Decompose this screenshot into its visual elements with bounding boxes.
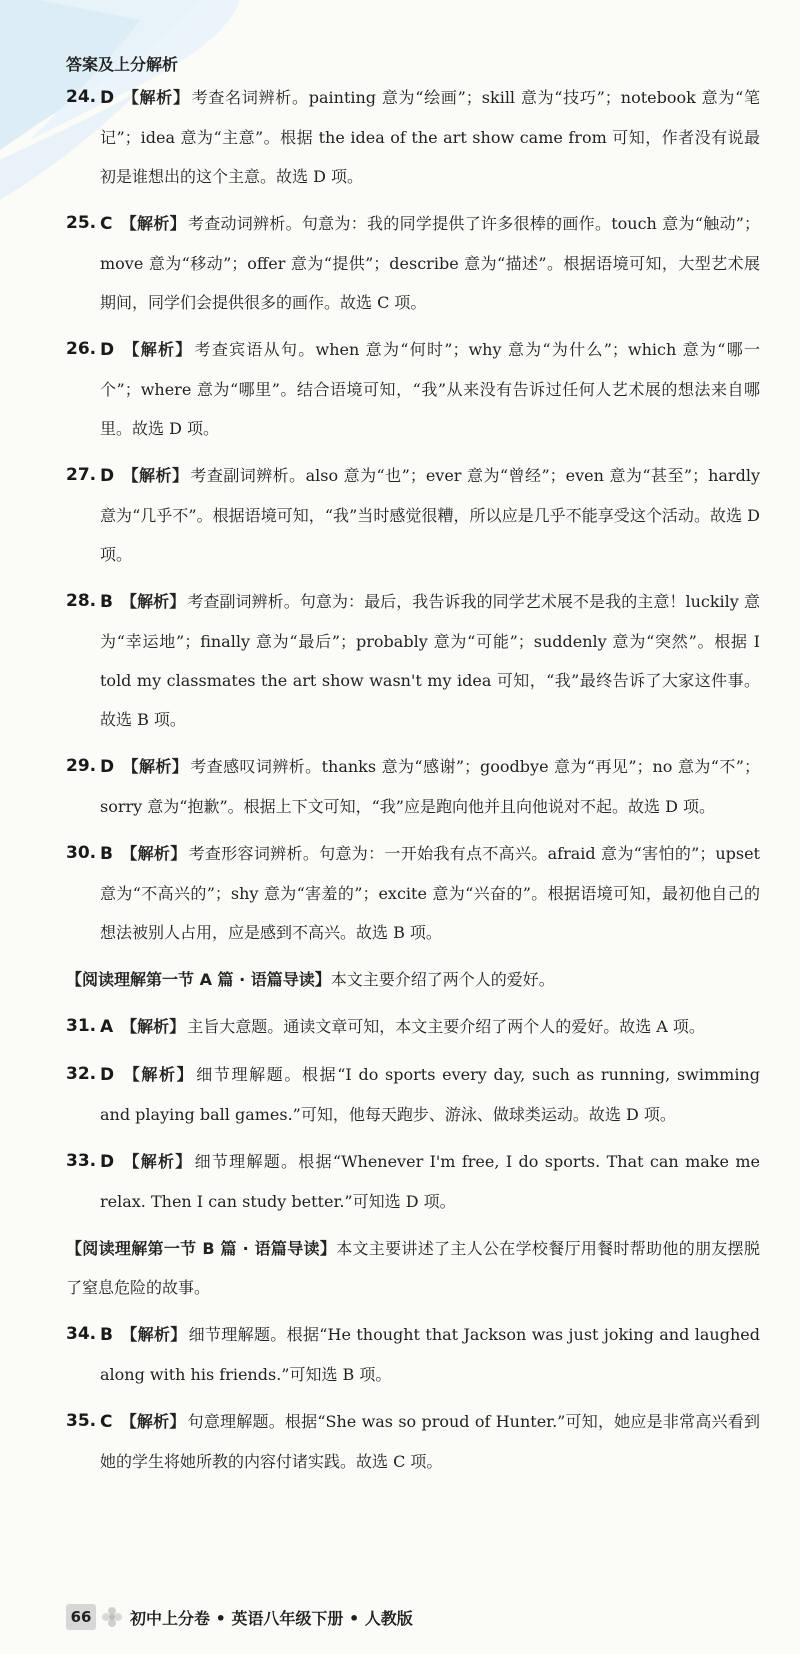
answer-item-34 xyxy=(66,1315,760,1394)
analysis-text: 主旨大意题。通读文章可知，本文主要介绍了两个人的爱好。故选 A 项。 xyxy=(187,1017,705,1036)
answer-item-33 xyxy=(66,1142,760,1221)
answer-letter: D xyxy=(100,466,115,486)
item-number: 32. xyxy=(66,1064,97,1084)
section-guide-a xyxy=(66,960,760,999)
answer-letter: B xyxy=(100,592,113,612)
section-guide-b xyxy=(66,1229,760,1307)
flower-icon xyxy=(100,1605,124,1629)
item-number: 29. xyxy=(66,756,97,776)
analysis-text: 考查副词辨析。句意为：最后，我告诉我的同学艺术展不是我的主意！luckily 意为“幸运地”；finally 意为“最后”；probably 意为“可能”；suddenly 意为“突然”。根据 I told my classmates the art show wasn't my idea 可知，“我”最终告诉了大家这件事。故选 B 项。 xyxy=(100,592,760,729)
analysis-text: 考查感叹词辨析。thanks 意为“感谢”；goodbye 意为“再见”；no 意为“不”；sorry 意为“抱歉”。根据上下文可知，“我”应是跑向他并且向他说对不起。故选 D 项。 xyxy=(100,757,760,816)
answer-item-27 xyxy=(66,456,760,574)
analysis-tag: 【解析】 xyxy=(122,757,189,776)
item-number: 25. xyxy=(66,213,97,233)
answer-item-30 xyxy=(66,834,760,952)
answer-item-28 xyxy=(66,582,760,739)
analysis-tag: 【解析】 xyxy=(121,1017,186,1036)
answer-content xyxy=(66,78,760,1489)
section-text: 本文主要讲述了主人公在学校餐厅用餐时帮助他的朋友摆脱了窒息危险的故事。 xyxy=(66,1239,760,1297)
page-footer xyxy=(66,1604,413,1630)
answer-letter: B xyxy=(100,1325,113,1345)
section-tag: 【阅读理解第一节 B 篇 · 语篇导读】 xyxy=(66,1239,337,1258)
analysis-tag: 【解析】 xyxy=(120,214,186,233)
page-number: 66 xyxy=(66,1604,96,1630)
item-number: 26. xyxy=(66,339,97,359)
analysis-tag: 【解析】 xyxy=(120,1325,187,1344)
answer-item-35 xyxy=(66,1402,760,1481)
analysis-text: 细节理解题。根据“I do sports every day, such as running, swimming and playing ball games.”可知，他每天跑步、游泳、做球类运动。故选 D 项。 xyxy=(100,1065,760,1124)
analysis-tag: 【解析】 xyxy=(122,340,193,359)
section-text: 本文主要介绍了两个人的爱好。 xyxy=(330,970,555,989)
analysis-text: 细节理解题。根据“He thought that Jackson was just joking and laughed along with his friends.”可知选 B 项。 xyxy=(100,1325,760,1384)
answer-item-24 xyxy=(66,78,760,196)
item-number: 33. xyxy=(66,1151,97,1171)
item-number: 34. xyxy=(66,1324,97,1344)
analysis-tag: 【解析】 xyxy=(120,1412,186,1431)
section-tag: 【阅读理解第一节 A 篇 · 语篇导读】 xyxy=(66,970,331,989)
answer-item-32 xyxy=(66,1055,760,1134)
analysis-text: 细节理解题。根据“Whenever I'm free, I do sports. That can make me relax. Then I can study better.”可知选 D 项。 xyxy=(100,1152,760,1211)
item-number: 27. xyxy=(66,465,97,485)
analysis-text: 考查副词辨析。also 意为“也”；ever 意为“曾经”；even 意为“甚至”；hardly 意为“几乎不”。根据语境可知，“我”当时感觉很糟，所以应是几乎不能享受这个活动。故选 D 项。 xyxy=(100,466,760,564)
analysis-text: 考查动词辨析。句意为：我的同学提供了许多很棒的画作。touch 意为“触动”；move 意为“移动”；offer 意为“提供”；describe 意为“描述”。根据语境可知，大型艺术展期间，同学们会提供很多的画作。故选 C 项。 xyxy=(100,214,760,312)
analysis-tag: 【解析】 xyxy=(122,1065,195,1084)
answer-letter: D xyxy=(100,340,115,360)
analysis-text: 句意理解题。根据“She was so proud of Hunter.”可知，她应是非常高兴看到她的学生将她所教的内容付诸实践。故选 C 项。 xyxy=(100,1412,760,1471)
analysis-tag: 【解析】 xyxy=(122,88,190,107)
answer-letter: A xyxy=(100,1017,114,1037)
answer-letter: D xyxy=(100,88,115,108)
analysis-text: 考查形容词辨析。句意为：一开始我有点不高兴。afraid 意为“害怕的”；upset 意为“不高兴的”；shy 意为“害羞的”；excite 意为“兴奋的”。根据语境可知，最初他自己的想法被别人占用，应是感到不高兴。故选 B 项。 xyxy=(100,844,760,942)
answer-letter: D xyxy=(100,757,115,777)
item-number: 35. xyxy=(66,1411,97,1431)
answer-letter: B xyxy=(100,844,113,864)
analysis-tag: 【解析】 xyxy=(120,844,187,863)
item-number: 31. xyxy=(66,1016,97,1036)
analysis-tag: 【解析】 xyxy=(122,466,189,485)
answer-item-31 xyxy=(66,1007,760,1047)
answer-letter: D xyxy=(100,1152,115,1172)
item-number: 24. xyxy=(66,87,97,107)
answer-letter: C xyxy=(100,214,113,234)
item-number: 28. xyxy=(66,591,97,611)
answer-letter: C xyxy=(100,1412,113,1432)
page-header: 答案及上分解析 xyxy=(66,55,179,74)
answer-item-29 xyxy=(66,747,760,826)
answer-item-26 xyxy=(66,330,760,448)
analysis-tag: 【解析】 xyxy=(122,1152,193,1171)
analysis-text: 考查名词辨析。painting 意为“绘画”；skill 意为“技巧”；notebook 意为“笔记”；idea 意为“主意”。根据 the idea of the art show came from 可知，作者没有说最初是谁想出的这个主意。故选 D 项。 xyxy=(100,88,760,186)
analysis-text: 考查宾语从句。when 意为“何时”；why 意为“为什么”；which 意为“哪一个”；where 意为“哪里”。结合语境可知，“我”从来没有告诉过任何人艺术展的想法来自哪里。故选 D 项。 xyxy=(100,340,760,438)
answer-item-25 xyxy=(66,204,760,322)
book-title: 初中上分卷 • 英语八年级下册 • 人教版 xyxy=(130,1608,413,1628)
answer-letter: D xyxy=(100,1065,115,1085)
analysis-tag: 【解析】 xyxy=(120,592,186,611)
item-number: 30. xyxy=(66,843,97,863)
